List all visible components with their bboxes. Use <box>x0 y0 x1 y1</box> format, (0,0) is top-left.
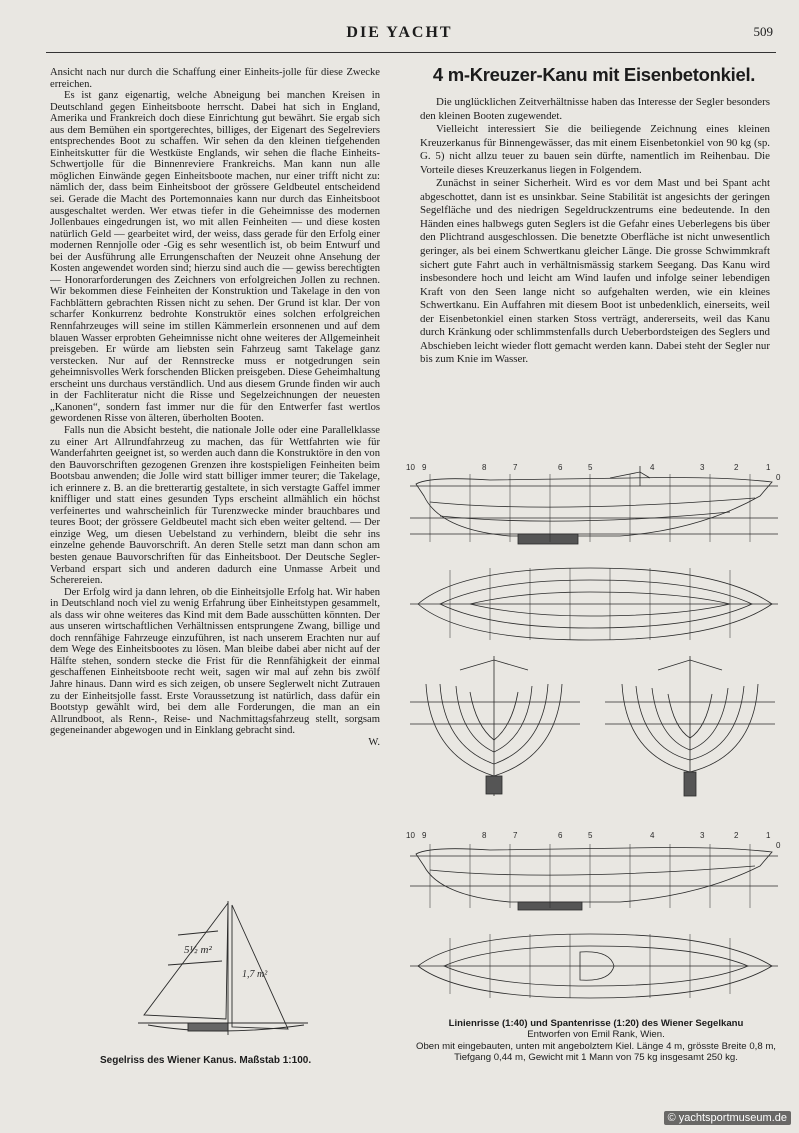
profile-view-top <box>410 466 778 544</box>
page-header <box>0 24 799 48</box>
station-label: 6 <box>558 831 563 840</box>
station-label: 0 <box>776 473 781 482</box>
station-label: 7 <box>513 831 518 840</box>
left-column <box>50 67 380 890</box>
station-label: 1 <box>766 831 771 840</box>
station-label: 1 <box>766 463 771 472</box>
paragraph: Der Erfolg wird ja dann lehren, ob die Einheitsjolle Erfolg hat. Wir haben in Deutschland noch viel zu wenig Erfahrung über Einheitstypen gesammelt, als dass wir ohne weiteres das Kind mit dem Bade ausschütten könnten. Der aus unseren wirtschaftlichen Verhältnissen entsprungene Zwang, billige und doch rennfähige Fahrzeuge einzuführen, ist nach unserem Erachten nur auf dem Wege des Einheitsbootes zu lösen. Man bleibe dabei aber nicht auf der Hälfte stehen, sondern stecke die Frist für die Rennfähigkeit der einmal geschaffenen Einheitsboote recht weit, sagen wir mal auf zehn bis zwölf Jahre hinaus. Dann wird es sich zeigen, ob unsere Seglerwelt nicht Zutrauen zu der Einheitsjolle fasst. Erste Voraussetzung ist natürlich, dass dafür ein Bootstyp gewählt wird, bei dem alle Forderungen, die man an ein Allrundboot, als Renn-, Reise- und Nachmittagsfahrzeug stellt, sorgsam gegeneinander abgewogen und in Einklang gebracht sind. <box>50 586 380 737</box>
caption-line: Oben mit eingebauten, unten mit angebolztem Kiel. Länge 4 m, grösste Breite 0,8 m, Tiefgang 0,44 m, Gewicht mit 1 Mann von 75 kg insgesamt 250 kg. <box>416 1040 776 1064</box>
profile-view-bottom <box>410 844 778 910</box>
paragraph: Falls nun die Absicht besteht, die nationale Jolle oder eine Parallelklasse zu einer Art Allrundfahrzeug zu machen, das für Wettfahrten wie für Wanderfahrten geeignet ist, so werden auch dann die Konstruktöre in den von den Bauvorschriften gezogenen Grenzen ihre kostspieligen Feinheiten beim Bootsbau anwenden; die Jolle wird statt billiger immer teurer; die Takelage, ich erinnere z. B. an die bretterartig gestaltete, in sich verstagte Gaffel immer kniffliger und statt eines gesunden Typs erscheint allmählich ein höchst verfeinertes und wahrscheinlich für Turenzwecke minder brauchbares und teures Boot; der grössere Geldbeutel macht sich eben weiter geltend. — Der einzige Weg, um diesen Uebelstand zu verhindern, bleibt die sehr ins einzelne gehende Bauvorschrift. An deren Stelle setzt man dann schon am besten genaue Bauvorschriften für das Einheitsboot. Der Deutsche Segler-Verband erspart sich und anderen dadurch eine Unmasse Arbeit und Scherereien. <box>50 424 380 587</box>
station-labels-top <box>406 463 781 482</box>
paragraph: Zunächst in seiner Sicherheit. Wird es vor dem Mast und bei Spant acht abgeschottet, dann ist es unsinkbar. Seine Stabilität ist angesichts der geringen Segelfläche und des niedrigen Segeldruckzentrums eine bedeutende. In den Händen eines halbwegs guten Seglers ist die Gefahr eines Ueberlegens bis über den Plichtrand ausgeschlossen. Die benetzte Oberfläche ist nicht unwesentlich geringer, als bei einem Schwertkanu gleicher Länge. Die grosse Schwimmkraft sichert gute Fahrt auch in verhältnismässig starkem Seegang. Das Kanu wird insbesondere hoch und leicht am Wind laufen und infolge seiner lebendigen Kraft von den Seen lange nicht so aufgehalten werden, wie ein kleines Schwertkanu. Ein Auffahren mit diesem Boot ist unbedenklich, einerseits, weil der Eisenbetonkiel einen starken Stoss verträgt, andererseits, weil das Kanu durch Kränkung oder schlimmstenfalls durch Ueberbordsteigen des Seglers und Abschieben leicht wieder flott gemacht werden kann. Dabei steht der Segler nur bis zum Knie im Wasser. <box>420 177 770 366</box>
station-label: 8 <box>482 463 487 472</box>
station-label: 0 <box>776 841 781 850</box>
station-labels-bottom <box>406 831 781 850</box>
right-column <box>420 96 770 468</box>
main-sail-area-label: 5½ m² <box>184 944 212 956</box>
station-label: 5 <box>588 831 593 840</box>
station-label: 4 <box>650 831 655 840</box>
article-title: 4 m-Kreuzer-Kanu mit Eisenbetonkiel. <box>432 64 756 85</box>
station-label: 6 <box>558 463 563 472</box>
plan-view-bottom <box>410 934 778 998</box>
station-label: 9 <box>422 463 427 472</box>
header-rule <box>46 52 776 53</box>
body-plan-left <box>410 656 580 796</box>
station-label: 2 <box>734 831 739 840</box>
station-label: 4 <box>650 463 655 472</box>
station-label: 2 <box>734 463 739 472</box>
station-label: 7 <box>513 463 518 472</box>
lines-plan-drawing <box>400 456 785 1016</box>
station-label: 8 <box>482 831 487 840</box>
sail-plan-caption: Segelriss des Wiener Kanus. Maßstab 1:100. <box>100 1055 312 1066</box>
author-signature: W. <box>368 736 380 748</box>
caption-line: Linienrisse (1:40) und Spantenrisse (1:20) des Wiener Segelkanu <box>448 1018 744 1029</box>
page-number: 509 <box>753 24 773 39</box>
copyright-watermark: © yachtsportmuseum.de <box>664 1111 791 1125</box>
plan-view-top <box>410 568 778 640</box>
paragraph: Ansicht nach nur durch die Schaffung einer Einheits-jolle für diese Zwecke erreichen. <box>50 67 380 90</box>
paragraph: Die unglücklichen Zeitverhältnisse haben das Interesse der Segler besonders den kleinen Booten zugewendet. <box>420 96 770 122</box>
station-label: 10 <box>406 831 415 840</box>
station-label: 5 <box>588 463 593 472</box>
journal-title: DIE YACHT <box>346 24 453 41</box>
jib-sail-area-label: 1,7 m² <box>242 969 268 980</box>
body-plan-right <box>605 656 775 796</box>
station-label: 10 <box>406 463 415 472</box>
sail-plan-drawing <box>118 895 328 1055</box>
lines-plan-caption <box>412 1018 780 1064</box>
station-label: 3 <box>700 831 705 840</box>
caption-line: Entworfen von Emil Rank, Wien. <box>527 1029 665 1041</box>
station-label: 9 <box>422 831 427 840</box>
paragraph: Es ist ganz eigenartig, welche Abneigung bei manchen Kreisen in Deutschland gegen Einheitsboote herrscht. Dabei hat sich in England, Amerika und Frankreich doch diese Einrichtung gut bewährt. Sie ergab sich aus dem Bemühen ein sportgerechtes, billiges, der Eigenart des Segelreviers entsprechendes Boot zu schaffen. Wir sehen da den kleinen tiefgehenden Einheitskutter für die Westküste Englands, wir sehen die flache Einheits-Schwertjolle für die Binnenreviere Frankreichs. Man kann nun alle möglichen Einwände gegen Einheitsboote machen, nur einer trifft nicht zu: nämlich der, dass beim Einheitsboot der grössere Geldbeutel entscheidend sei. Gerade die Macht des Portemonnaies kann nur durch das Einheitsboot ausgeschaltet werden. Wer etwas tiefer in die Geheimnisse des modernen Jollenbaues eingedrungen ist, wo mit allen Feinheiten — und diese kosten natürlich Geld — gearbeitet wird, der weiss, dass gerade für den Erfolg einer modernen Rennjolle oder -Gig es sehr wesentlich ist, ob beim Entwurf und bei der Ausführung alle Errungenschaften der Neuzeit ohne Ansehung der Kosten angewendet worden sind; hierzu sind auch die — gewiss berechtigten — Honorarforderungen des Zeichners von erfolgreichen Jollen zu rechnen. Wir bekommen diese Feinheiten der Konstruktion und Takelage in den von Fachblättern gebrachten Rissen nicht zu sehen. Der Grund ist klar. Der von scharfer Konkurrenz bedrohte Konstruktör eines solchen erfolgreichen Rennfahrzeuges will seine im stillen Kämmerlein ersonnenen und auf dem blauen Wasser erprobten Geheimnisse nicht ohne weiteres der Allgemeinheit preisgeben. Er würde am liebsten sein Fahrzeug samt Takelage ganz verstecken. Nur auf der Rennstrecke muss er notgedrungen sein geheimnisvolles Werk forschenden Blicken preisgeben. Diese Geheimhaltung erscheint uns durchaus verständlich. Und aus diesem Grunde finden wir auch in der Fachliteratur nicht die Risse und Segelzeichnungen der neuesten „Kanonen“, sondern fast immer nur die für den Entwerfer fast wertlos gewordenen Risse von älteren, überholten Booten. <box>50 90 380 425</box>
paragraph: Vielleicht interessiert Sie die beiliegende Zeichnung eines kleinen Kreuzerkanus für Binnengewässer, das mit einem Eisenbetonkiel von 90 kg (sp. G. 5) nicht allzu teuer zu bauen sein dürfte, namentlich im Reihenbau. Die Vorteile dieses Kreuzerkanus liegen in Folgendem. <box>420 123 770 176</box>
station-label: 3 <box>700 463 705 472</box>
